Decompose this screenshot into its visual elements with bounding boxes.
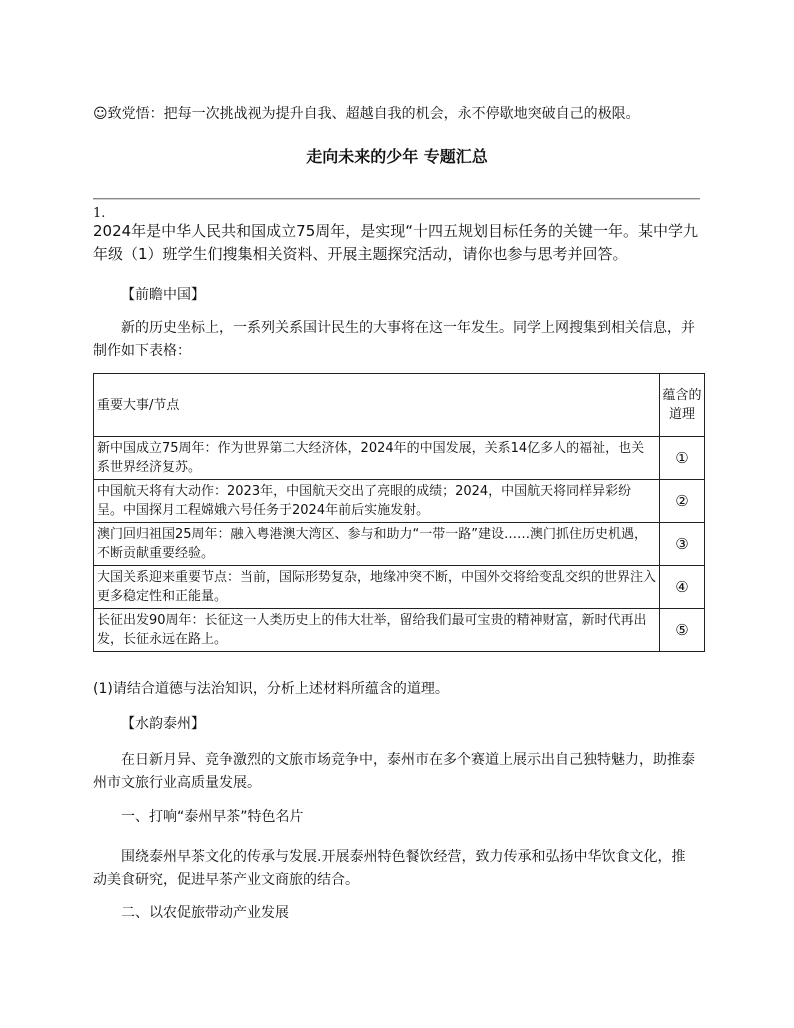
section1-heading: 【前瞻中国】: [121, 287, 205, 303]
table-header-row: [94, 374, 705, 437]
table-cell-meaning: ③: [660, 523, 705, 566]
point1-heading: 一、打响“泰州早茶”特色名片: [121, 809, 304, 825]
sub-question-1: (1)请结合道德与法治知识，分析上述材料所蕴含的道理。: [93, 681, 449, 697]
section2-text: 在日新月异、竞争激烈的文旅市场竞争中，泰州市在多个赛道上展示出自己独特魅力，助推泰州市文旅行业高质量发展。: [93, 752, 695, 791]
table-cell-meaning: ⑤: [660, 609, 705, 652]
table-cell-event: 澳门回归祖国25周年：融入粤港澳大湾区、参与和助力“一带一路”建设……澳门抓住历史机遇，不断贡献重要经验。: [94, 523, 660, 566]
section1-text: 新的历史坐标上，一系列关系国计民生的大事将在这一年发生。同学上网搜集到相关信息，并制作如下表格：: [93, 320, 695, 359]
table-row: [94, 523, 705, 566]
table-cell-meaning: ④: [660, 566, 705, 609]
point1-text: 围绕泰州早茶文化的传承与发展.开展泰州特色餐饮经营，致力传承和弘扬中华饮食文化，推动美食研究，促进早茶产业文商旅的结合。: [93, 849, 686, 888]
events-table: [93, 373, 705, 652]
table-cell-event: 长征出发90周年：长征这一人类历史上的伟大壮举，留给我们最可宝贵的精神财富，新时代再出发，长征永远在路上。: [94, 609, 660, 652]
question-number: 1.: [93, 206, 106, 221]
table-cell-event: 中国航天将有大动作：2023年，中国航天交出了亮眼的成绩；2024，中国航天将同样异彩纷呈。中国探月工程嫦娥六号任务于2024年前后实施发射。: [94, 480, 660, 523]
table-cell-event: 新中国成立75周年：作为世界第二大经济体，2024年的中国发展，关系14亿多人的福祉，也关系世界经济复苏。: [94, 437, 660, 480]
table-row: [94, 566, 705, 609]
title-divider: [93, 198, 700, 200]
table-header-meaning: 蕴含的道理: [660, 374, 705, 437]
table-cell-meaning: ①: [660, 437, 705, 480]
point2-heading: 二、以农促旅带动产业发展: [121, 905, 289, 921]
section2-heading: 【水韵泰州】: [121, 716, 205, 732]
table-header-event: 重要大事/节点: [94, 374, 660, 437]
page-title: 走向未来的少年 专题汇总: [306, 147, 488, 166]
table-cell-event: 大国关系迎来重要节点：当前，国际形势复杂，地缘冲突不断，中国外交将给变乱交织的世界注入更多稳定性和正能量。: [94, 566, 660, 609]
table-row: [94, 437, 705, 480]
motto-line: ☺致党悟：把每一次挑战视为提升自我、超越自我的机会，永不停歇地突破自己的极限。: [93, 106, 640, 122]
table-cell-meaning: ②: [660, 480, 705, 523]
question-intro: 2024年是中华人民共和国成立75周年，是实现“十四五规划目标任务的关键一年。某中学九年级（1）班学生们搜集相关资料、开展主题探究活动，请你也参与思考并回答。: [93, 222, 699, 263]
table-row: [94, 609, 705, 652]
table-row: [94, 480, 705, 523]
